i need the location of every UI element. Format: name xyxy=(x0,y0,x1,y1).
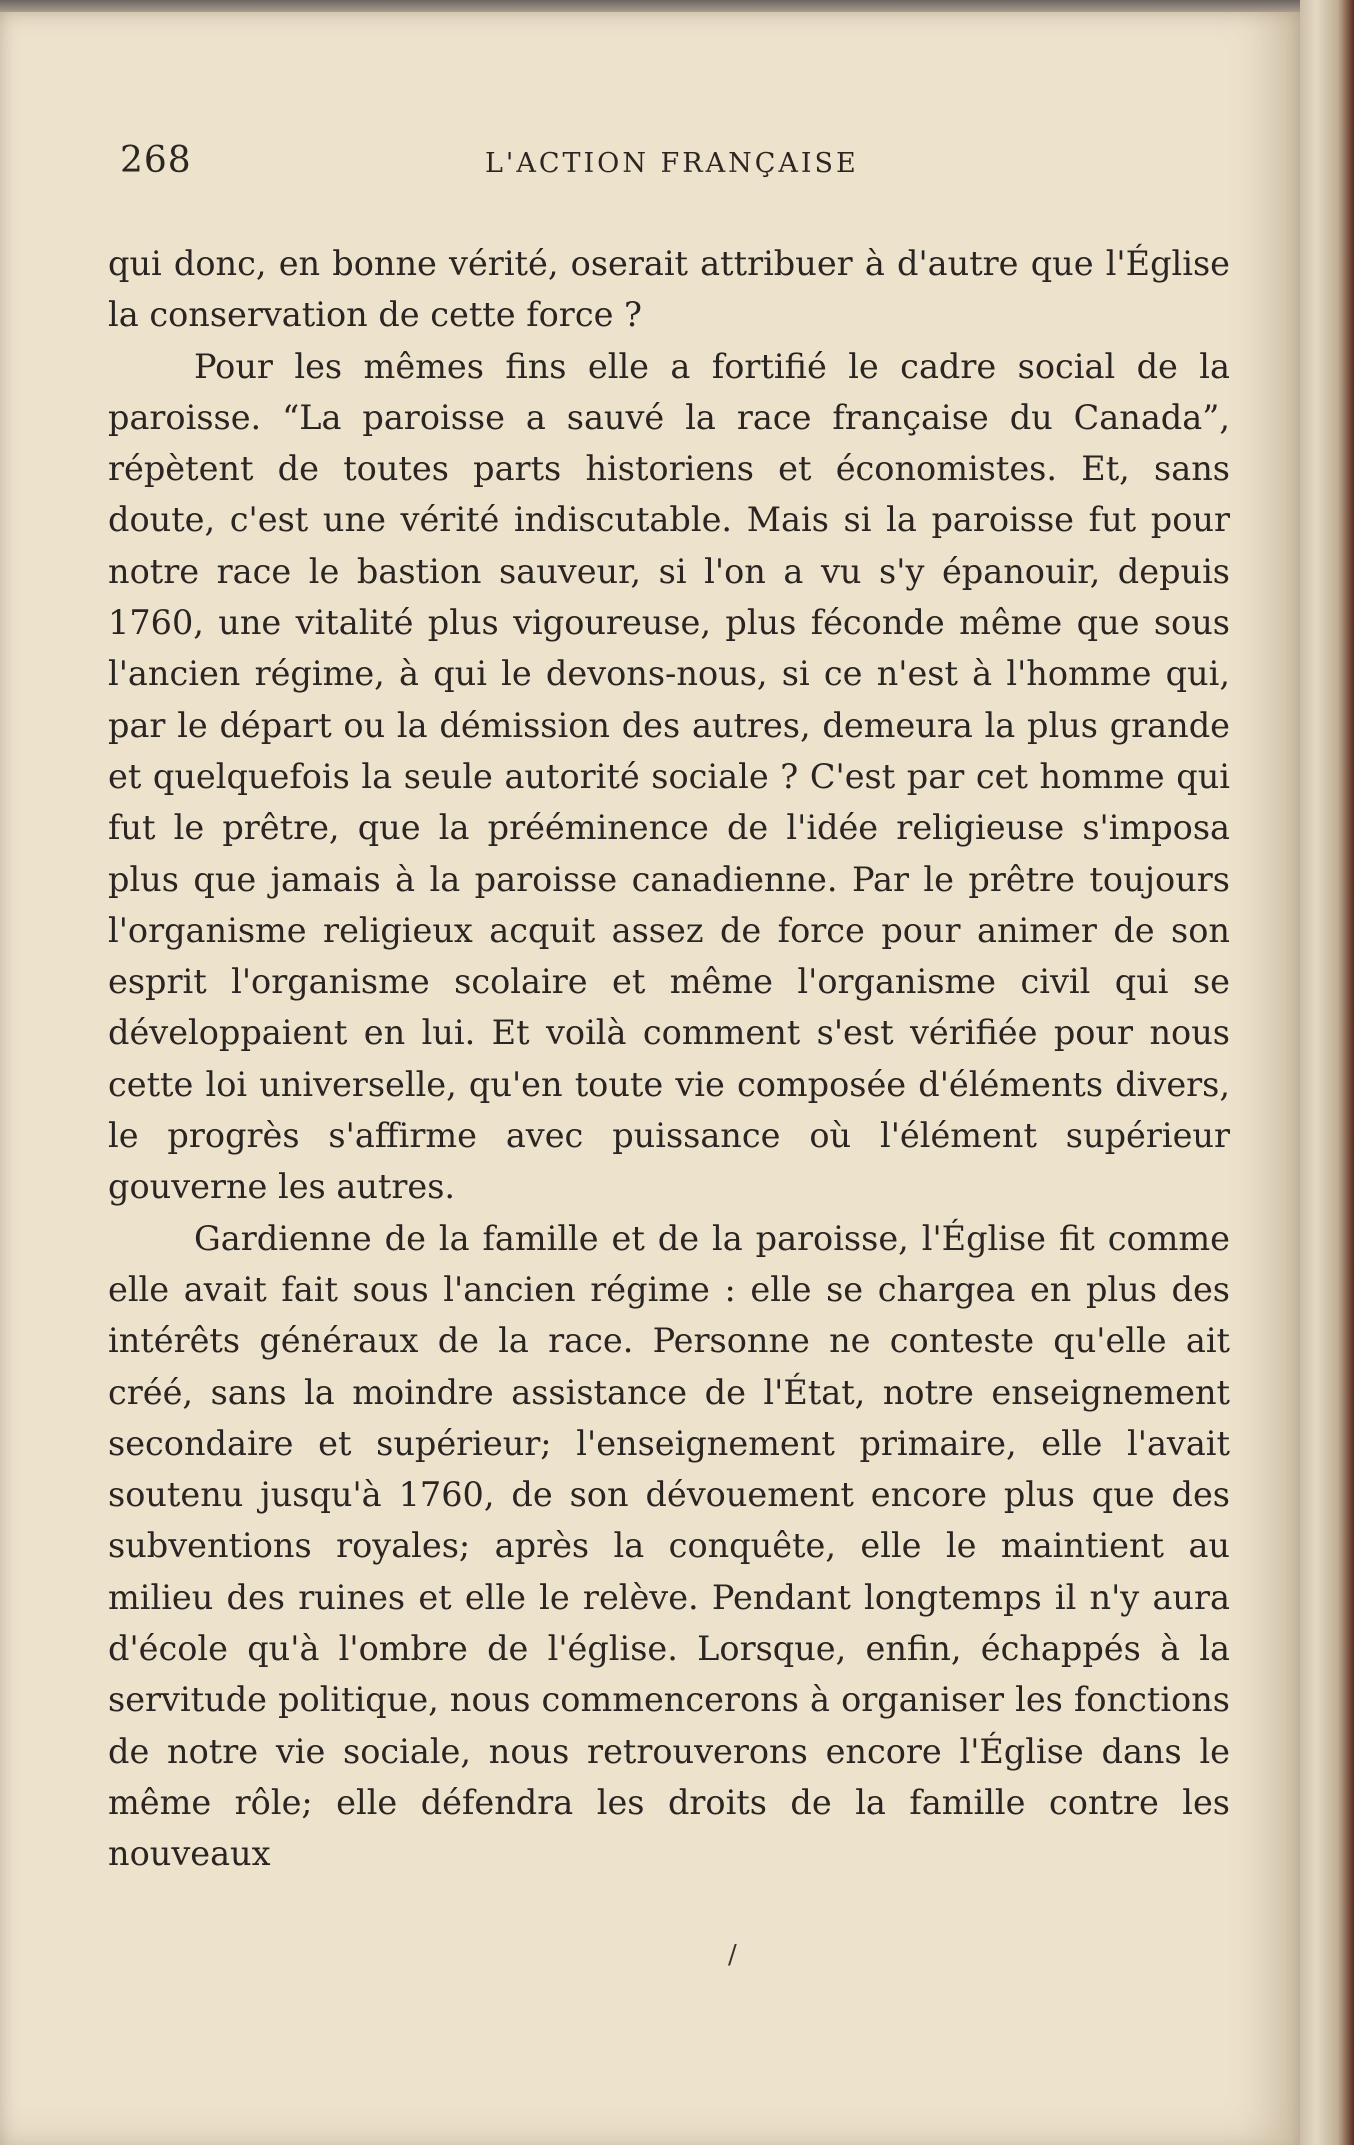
footer-mark: / xyxy=(728,1940,737,1970)
page-header xyxy=(0,140,1300,190)
paragraph-paroisse: Pour les mêmes fins elle a fortifié le cadre social de la paroisse. “La paroisse a sauvé la race française du Canada”, répètent de toutes parts historiens et économistes. Et, sans doute, c'est une vérité indiscutable. Mais si la paroisse fut pour notre race le bastion sauveur, si l'on a vu s'y épanouir, depuis 1760, une vitalité plus vigoureuse, plus féconde même que sous l'ancien régime, à qui le devons-nous, si ce n'est à l'homme qui, par le départ ou la démission des autres, demeura la plus grande et quelquefois la seule autorité sociale ? C'est par cet homme qui fut le prêtre, que la prééminence de l'idée religieuse s'imposa plus que jamais à la paroisse canadienne. Par le prêtre toujours l'organisme religieux acquit assez de force pour animer de son esprit l'organisme scolaire et même l'organisme civil qui se développaient en lui. Et voilà comment s'est vérifiée pour nous cette loi universelle, qu'en toute vie composée d'éléments divers, le progrès s'affirme avec puissance où l'élément supérieur gouverne les autres. xyxy=(108,346,1230,1207)
paragraph-continued: qui donc, en bonne vérité, oserait attribuer à d'autre que l'Église la conservation de cette force ? xyxy=(108,244,1230,335)
page-top-edge xyxy=(0,0,1300,12)
book-spine xyxy=(1300,0,1354,2145)
paragraph-gardienne: Gardienne de la famille et de la paroisse, l'Église fit comme elle avait fait sous l'ancien régime : elle se chargea en plus des intérêts généraux de la race. Personne ne conteste qu'elle ait créé, sans la moindre assistance de l'État, notre enseignement secondaire et supérieur; l'enseignement primaire, elle l'avait soutenu jusqu'à 1760, de son dévouement encore plus que des subventions royales; après la conquête, elle le maintient au milieu des ruines et elle le relève. Pendant longtemps il n'y aura d'école qu'à l'ombre de l'église. Lorsque, enfin, échappés à la servitude politique, nous commencerons à organiser les fonctions de notre vie sociale, nous retrouverons encore l'Église dans le même rôle; elle défendra les droits de la famille contre les nouveaux xyxy=(108,1218,1230,1874)
body-text xyxy=(108,238,1230,1880)
page-number: 268 xyxy=(120,140,192,181)
running-head: L'ACTION FRANÇAISE xyxy=(485,148,859,179)
